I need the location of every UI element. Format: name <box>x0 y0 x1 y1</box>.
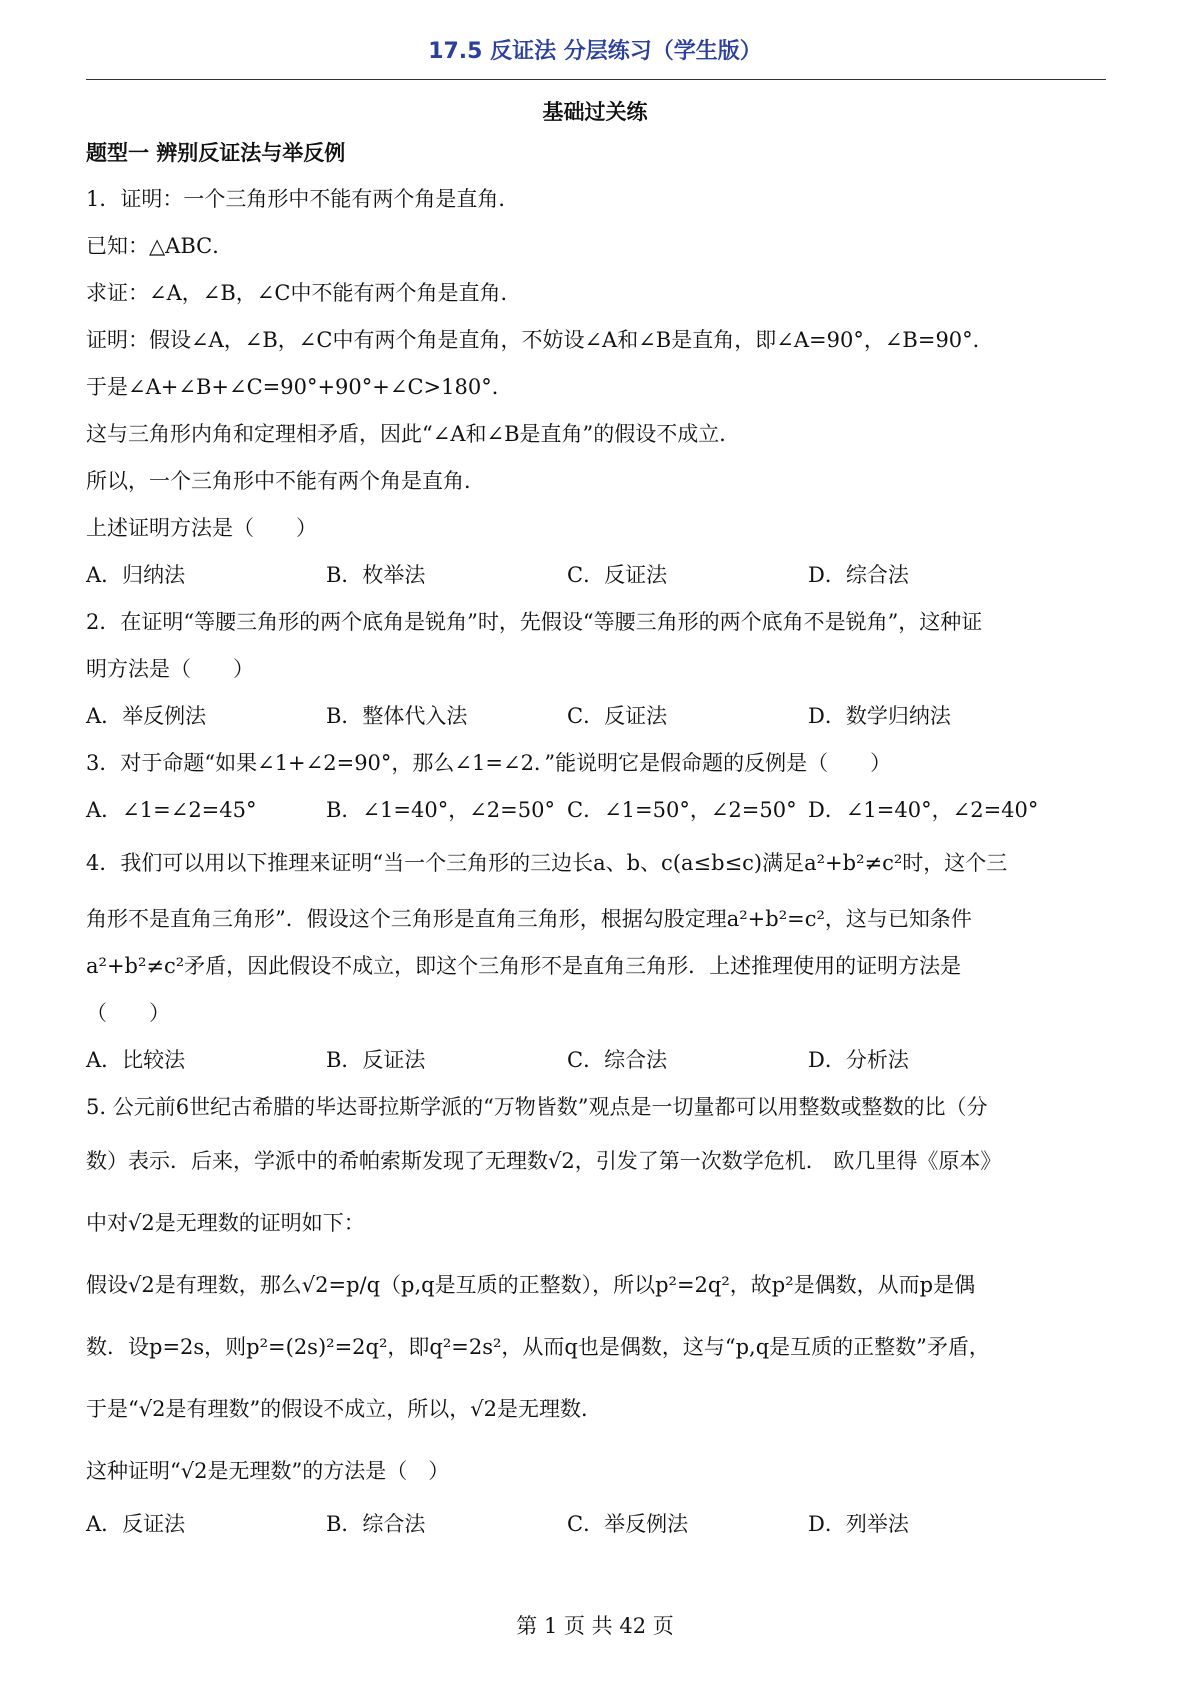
q2-line1: 2．在证明“等腰三角形的两个底角是锐角”时，先假设“等腰三角形的两个底角不是锐角”，这种证 <box>86 610 983 634</box>
q1-option-c: C．反证法 <box>567 563 668 587</box>
q5-line3: 中对√2是无理数的证明如下： <box>86 1211 365 1235</box>
q3-option-c: C．∠1=50°，∠2=50° <box>567 798 797 822</box>
q5-line7: 这种证明“√2是无理数”的方法是（ ） <box>86 1459 450 1483</box>
q1-proof-line1: 证明：假设∠A，∠B，∠C中有两个角是直角，不妨设∠A和∠B是直角，即∠A=90°，∠B=90°． <box>86 328 994 352</box>
q1-option-d: D．综合法 <box>808 563 909 587</box>
q3-option-b: B．∠1=40°，∠2=50° <box>326 798 555 822</box>
q5-line4: 假设√2是有理数，那么√2=p/q（p,q是互质的正整数），所以p²=2q²，故p²是偶数，从而p是偶 <box>86 1273 976 1297</box>
q5-line5: 数．设p=2s，则p²=(2s)²=2q²，即q²=2s²，从而q也是偶数，这与“p,q是互质的正整数”矛盾， <box>86 1335 990 1359</box>
q1-ask: 上述证明方法是（ ） <box>86 516 317 540</box>
section-title: 基础过关练 <box>542 100 648 124</box>
q4-line2: 角形不是直角三角形”．假设这个三角形是直角三角形，根据勾股定理a²+b²=c²，这与已知条件 <box>86 907 972 931</box>
q5-option-b: B．综合法 <box>326 1512 426 1536</box>
q4-line3: a²+b²≠c²矛盾，因此假设不成立，即这个三角形不是直角三角形．上述推理使用的证明方法是 <box>86 954 962 978</box>
page-header-title: 17.5 反证法 分层练习（学生版） <box>428 39 762 64</box>
q5-line6: 于是“√2是有理数”的假设不成立，所以，√2是无理数． <box>86 1397 602 1421</box>
q1-proof-line2: 于是∠A+∠B+∠C=90°+90°+∠C>180°． <box>86 375 513 399</box>
q5-option-d: D．列举法 <box>808 1512 909 1536</box>
q5-line1: 5. 公元前6世纪古希腊的毕达哥拉斯学派的“万物皆数”观点是一切量都可以用整数或整数的比（分 <box>86 1095 988 1119</box>
q5-option-c: C．举反例法 <box>567 1512 689 1536</box>
q4-line4: （ ） <box>86 1001 170 1025</box>
q1-proof-line3: 这与三角形内角和定理相矛盾，因此“∠A和∠B是直角”的假设不成立． <box>86 422 741 446</box>
header-divider <box>86 79 1106 80</box>
q5-option-a: A．反证法 <box>86 1512 186 1536</box>
q1-stem: 1．证明：一个三角形中不能有两个角是直角． <box>86 187 520 211</box>
q2-option-d: D．数学归纳法 <box>808 704 951 728</box>
q4-option-d: D．分析法 <box>808 1048 909 1072</box>
q2-option-b: B．整体代入法 <box>326 704 468 728</box>
q3-option-a: A．∠1=∠2=45° <box>86 798 257 822</box>
q4-line1: 4．我们可以用以下推理来证明“当一个三角形的三边长a、b、c(a≤b≤c)满足a²+b²≠c²时，这个三 <box>86 851 1008 875</box>
q4-option-c: C．综合法 <box>567 1048 668 1072</box>
q2-option-a: A．举反例法 <box>86 704 207 728</box>
q2-option-c: C．反证法 <box>567 704 668 728</box>
q3-option-d: D．∠1=40°，∠2=40° <box>808 798 1039 822</box>
q1-option-a: A．归纳法 <box>86 563 186 587</box>
q5-line2: 数）表示．后来，学派中的希帕索斯发现了无理数√2，引发了第一次数学危机． 欧几里得《原本》 <box>86 1149 1002 1173</box>
q2-line2: 明方法是（ ） <box>86 657 254 681</box>
page-footer: 第 1 页 共 42 页 <box>516 1614 674 1638</box>
q1-option-b: B．枚举法 <box>326 563 426 587</box>
q1-given: 已知：△ABC． <box>86 234 234 258</box>
q1-proof-line4: 所以，一个三角形中不能有两个角是直角． <box>86 469 485 493</box>
q4-option-b: B．反证法 <box>326 1048 426 1072</box>
q1-find: 求证：∠A，∠B，∠C中不能有两个角是直角． <box>86 281 522 305</box>
q3-line1: 3．对于命题“如果∠1+∠2=90°，那么∠1=∠2．”能说明它是假命题的反例是（ ） <box>86 751 892 775</box>
question-type-title: 题型一 辨别反证法与举反例 <box>86 141 346 165</box>
q4-option-a: A．比较法 <box>86 1048 186 1072</box>
